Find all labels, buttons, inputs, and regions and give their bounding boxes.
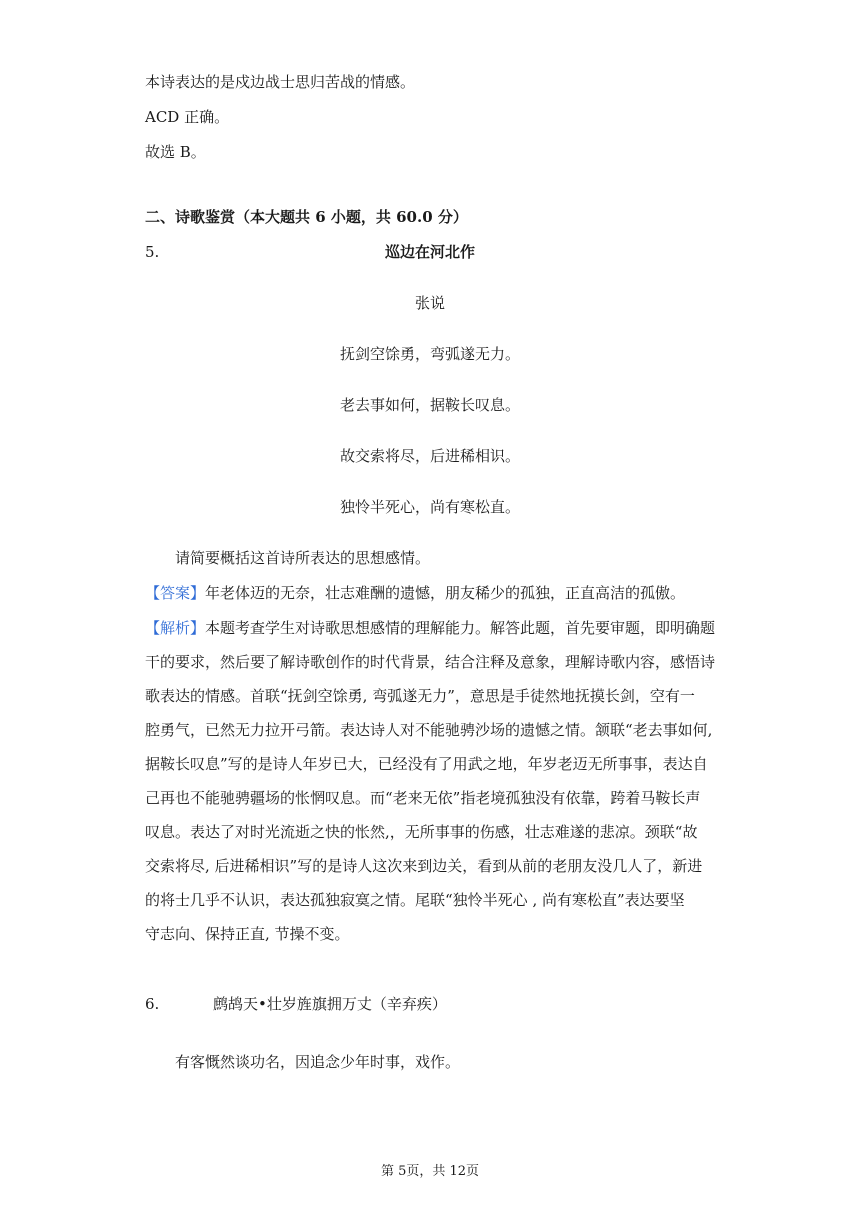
analysis-text: 本题考查学生对诗歌思想感情的理解能力。解答此题，首先要审题，即明确题	[205, 619, 716, 637]
answer-tag: 【答案】	[145, 584, 206, 602]
analysis-tag: 【解析】	[145, 619, 206, 637]
section-heading: 二、诗歌鉴赏（本大题共 6 小题，共 60.0 分）	[145, 208, 468, 226]
analysis-line: 干的要求，然后要了解诗歌创作的时代背景，结合注释及意象，理解诗歌内容，感悟诗	[145, 653, 716, 671]
poem-author: 张说	[414, 294, 445, 312]
page-footer: 第 5页，共 12页	[380, 1164, 480, 1179]
analysis-line: 守志向、保持正直, 节操不变。	[145, 925, 350, 943]
answer-block	[145, 583, 685, 603]
poem-preface: 有客慨然谈功名，因追念少年时事，戏作。	[175, 1053, 461, 1071]
analysis-line	[145, 618, 715, 638]
analysis-line: 叹息。表达了对时光流逝之快的怅然,，无所事事的伤感，壮志难遂的悲凉。颈联“故	[145, 823, 698, 841]
analysis-line: 交索将尽, 后进稀相识”写的是诗人这次来到边关，看到从前的老朋友没几人了，新进	[145, 857, 703, 875]
question-number: 5.	[145, 243, 160, 261]
prev-analysis-line: 本诗表达的是戍边战士思归苦战的情感。	[145, 73, 416, 91]
poem-line: 抚剑空馀勇，弯弧遂无力。	[339, 345, 520, 363]
answer-text: 年老体迈的无奈，壮志难酬的遗憾，朋友稀少的孤独，正直高洁的孤傲。	[205, 584, 686, 602]
question-number: 6.	[145, 995, 160, 1013]
analysis-line: 腔勇气，已然无力拉开弓箭。表达诗人对不能驰骋沙场的遗憾之情。颔联“老去事如何,	[145, 721, 713, 739]
poem-line: 老去事如何，据鞍长叹息。	[339, 396, 520, 414]
analysis-line: 歌表达的情感。首联“抚剑空馀勇, 弯弧遂无力”，意思是手徒然地抚摸长剑，空有一	[145, 687, 695, 705]
analysis-line: 据鞍长叹息”写的是诗人年岁已大，已经没有了用武之地，年岁老迈无所事事，表达自	[145, 755, 708, 773]
poem-title: 鹧鸪天•壮岁旌旗拥万丈（辛弃疾）	[213, 995, 447, 1013]
poem-line: 独怜半死心，尚有寒松直。	[339, 498, 520, 516]
poem-line: 故交索将尽，后进稀相识。	[339, 447, 520, 465]
analysis-line: 己再也不能驰骋疆场的怅惘叹息。而“老来无依”指老境孤独没有依靠，跨着马鞍长声	[145, 789, 701, 807]
prev-answer-choice: 故选 B。	[145, 143, 206, 161]
analysis-line: 的将士几乎不认识，表达孤独寂寞之情。尾联“独怜半死心 , 尚有寒松直”表达要坚	[145, 891, 685, 909]
question-prompt: 请简要概括这首诗所表达的思想感情。	[175, 549, 431, 567]
prev-analysis-line: ACD 正确。	[145, 108, 230, 126]
poem-title: 巡边在河北作	[384, 243, 475, 261]
